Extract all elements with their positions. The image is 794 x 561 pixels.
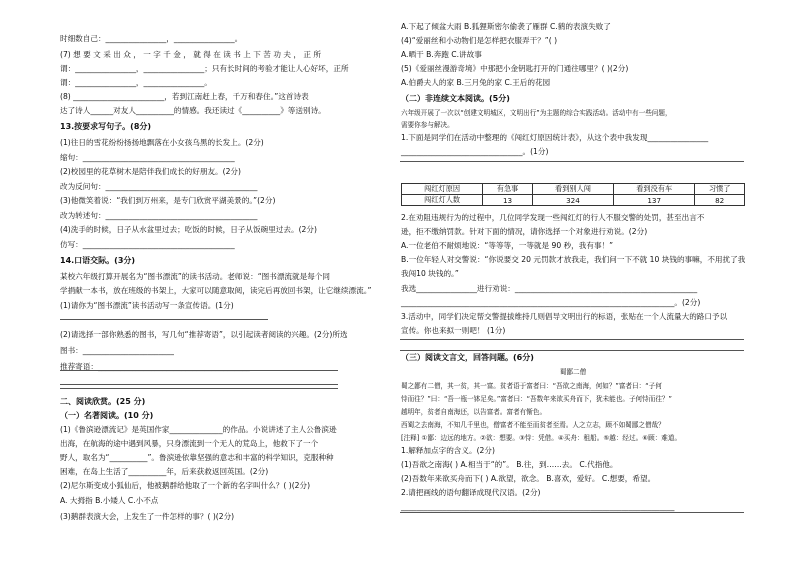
answer-line	[60, 370, 338, 371]
section-heading: （三）阅读文言文，回答问题。(6分)	[401, 353, 534, 362]
section-heading: 13.按要求写句子。(8分)	[60, 122, 152, 131]
text-line: 达了诗人______对友人__________的情感。我还读过《__________》等送别诗。	[60, 106, 326, 115]
section-heading: 14.口语交际。(3分)	[60, 256, 136, 265]
text-line: (3)他微笑着说：“我们到万州来，是专门欣赏平湖美景的。”(2分)	[60, 196, 276, 205]
text-line: [注释] ①鄙：边远的地方。②欲：想要。③恃：凭借。④买舟：租船。⑤越：经过。⑥顾：难道。	[401, 434, 682, 442]
text-line: (2)校园里的花草树木是陪伴我们成长的好朋友。(2分)	[60, 167, 241, 176]
text-line: 2.请把画线的语句翻译成现代汉语。(2分)	[401, 488, 541, 497]
text-line: (1)请你为“图书漂流”读书活动写一条宣传语。(1分)	[60, 301, 234, 310]
table-cell: 82	[695, 195, 745, 206]
answer-line	[400, 161, 744, 162]
text-line: 改为转述句：________________________________________	[60, 211, 258, 220]
text-line: 1.解释加点字的含义。(2分)	[401, 446, 495, 455]
text-line: 我选________________进行劝说：________________________________________________	[401, 284, 698, 293]
text-line: A.晒干 B.奔跑 C.讲故事	[401, 50, 482, 59]
text-line: (1)《鲁滨逊漂流记》是英国作家______________的作品。小说讲述了主人公鲁滨逊	[60, 425, 337, 434]
red-light-statistics-table	[401, 183, 745, 206]
answer-line	[60, 319, 268, 320]
text-line: (5)《爱丽丝漫游奇境》中那把小金钥匙打开的门通往哪里？( )(2分)	[401, 64, 629, 73]
table-cell: 13	[483, 195, 533, 206]
text-line: 谓：________________，________________；只有长时间的考验才能让人心好坏，正所	[60, 64, 349, 73]
text-line: A.下起了倾盆大雨 B.狐狸斯密尔偷袭了雁群 C.鹤的表演失败了	[401, 22, 611, 31]
text-line: 缩句：________________________________________	[60, 153, 235, 162]
text-line: ________________________________。(1分)	[401, 147, 549, 156]
text-line: 推荐寄语：________________________________________	[60, 362, 250, 371]
text-line: 改为反问句：________________________________________	[60, 182, 258, 191]
text-line: 3.活动中，同学们决定帮交警提拔维持几则倡导文明出行的标语，张贴在一个人流量大的路口予以	[401, 312, 728, 321]
text-line: 图书：________________________	[60, 346, 174, 355]
text-line: (4)“爱丽丝和小动物们是怎样把衣服弄干？”( )	[401, 36, 558, 45]
text-line: (2)尼尔斯变成小狐仙后，他被鹅群给他取了一个新的名字叫什么？( )(2分)	[60, 481, 311, 490]
text-line: A. 大拇指 B.小矮人 C.小不点	[60, 496, 159, 505]
text-line: 越明年，贫者自南海还，以告富者。富者有惭色。	[401, 408, 547, 416]
text-line: 1.下面是同学们在活动中整理的《闯红灯原因统计表》，从这个表中我发现________________	[401, 133, 709, 142]
text-line: (2)吾数年来欲买舟而下( ) A.欲望，欲念。 B.喜欢，爱好。 C.想要，希望。	[401, 474, 656, 483]
text-line: 仿写：________________________________________	[60, 240, 235, 249]
text-line: 蜀鄙二僧	[559, 368, 587, 376]
section-heading: 二、阅读欣赏。(25 分)	[60, 397, 146, 406]
text-line: 困难，在岛上生活了__________年，后来获救返回英国。(2分)	[60, 467, 269, 476]
text-line: (1)往日的雪花纷纷扬扬地飘落在小女孩乌黑的长发上。(2分)	[60, 138, 264, 147]
text-line: 学捐献一本书，放在班级的书架上，大家可以随意取阅，读完后再放回书架，让它继续漂流。”	[60, 286, 372, 295]
text-line: 需要你参与解决。	[401, 121, 454, 129]
text-line: 时细数自己：________________，________________。	[60, 34, 243, 43]
text-line: (7) 想 要 文 采 出 众 ， 一 字 千 金 ， 就 得 在 读 书 上 下 苦 功 夫 ， 正 所	[60, 50, 321, 59]
answer-line	[400, 512, 744, 513]
text-line: (4)洗手的时候，日子从水盆里过去；吃饭的时候，日子从饭碗里过去。(2分)	[60, 225, 317, 234]
text-line: 宣传。你也来拟一则吧！ (1分)	[401, 326, 506, 335]
answer-line	[60, 384, 338, 385]
table-header-cell: 有急事	[483, 184, 533, 195]
table-cell: 闯红灯人数	[402, 195, 483, 206]
text-line: 蜀之鄙有二僧，其一贫，其一富。贫者语于富者曰：“吾欲之南海，何如？”富者曰：“子何	[401, 382, 662, 390]
table-header-cell: 看到没有车	[614, 184, 695, 195]
answer-line	[60, 388, 338, 389]
text-line: A.一位老伯不耐烦地说：“等等等，一等就是 90 秒，我有事！”	[401, 241, 614, 250]
section-heading: （一）名著阅读。(10 分)	[60, 411, 154, 420]
table-header-cell: 闯红灯原因	[402, 184, 483, 195]
text-line: (3)鹅群表演大会，上发生了一件怎样的事？( )(2分)	[60, 512, 235, 521]
text-line: 逊，拒不缴纳罚款。针对下面的情况，请你选择一个对象进行劝说。(2分)	[401, 227, 648, 236]
text-line: (2)请选择一部你熟悉的图书，写几句“推荐寄语”，以引起读者阅读的兴趣。(2分)所选	[60, 330, 348, 339]
text-line: 我闯10 块钱的。”	[401, 269, 459, 278]
text-line: 出海，在航海的途中遇到风暴，只身漂流到一个无人的荒岛上，他救下了一个	[60, 439, 319, 448]
text-line: A.伯爵夫人的家 B.三月兔的家 C.王后的花园	[401, 78, 551, 87]
table-cell: 137	[614, 195, 695, 206]
text-line: 谓：________________，________________。	[60, 78, 212, 87]
text-line: B.一位年轻人对交警说：“你说要交 20 元罚款才放我走，我们问一下不就 10 块钱的事嘛，不用扰了我	[401, 255, 746, 264]
text-line: ________________________________________________________________________。(2分)	[401, 298, 701, 307]
answer-line	[400, 339, 744, 340]
text-line: ________________________________________________________________________	[401, 502, 675, 511]
text-line: 恃而往？”曰：“吾一瓶一钵足矣。”富者曰：“吾数年来欲买舟而下，犹未能也。子何恃而往？”	[401, 395, 672, 403]
table-header-cell: 习惯了	[695, 184, 745, 195]
text-line: (8) ________________________，若到江南赶上春，千万和春住。”这首诗表	[60, 92, 309, 101]
text-line: 西蜀之去南海，不知几千里也，僧富者不能至而贫者至焉。人之立志，顾不如蜀鄙之僧哉？	[401, 421, 665, 429]
text-line: (1)吾欲之南海( ) A.相当于“的”。 B.往，到……去。 C.代指他。	[401, 460, 618, 469]
text-line: 野人，取名为“__________”。鲁滨逊依靠坚强的意志和丰富的科学知识，克服种种	[60, 453, 334, 462]
answer-line	[400, 350, 744, 351]
section-heading: （二）非连续文本阅读。(5分)	[401, 94, 510, 103]
text-line: 某校六年级打算开展名为“图书漂流”的读书活动。老师说：“图书漂流就是每个同	[60, 272, 330, 281]
table-row	[402, 184, 745, 195]
text-line: 六年级开展了一次以“创建文明城区，文明出行”为主题的综合实践活动。活动中有一些问题，	[401, 109, 672, 117]
text-line: 2.在劝阻违规行为的过程中，几位同学发现一些闯红灯的行人不服交警的处罚，甚至出言不	[401, 213, 705, 222]
table-header-cell: 看到别人闯	[532, 184, 613, 195]
table-cell: 324	[532, 195, 613, 206]
table-row	[402, 195, 745, 206]
